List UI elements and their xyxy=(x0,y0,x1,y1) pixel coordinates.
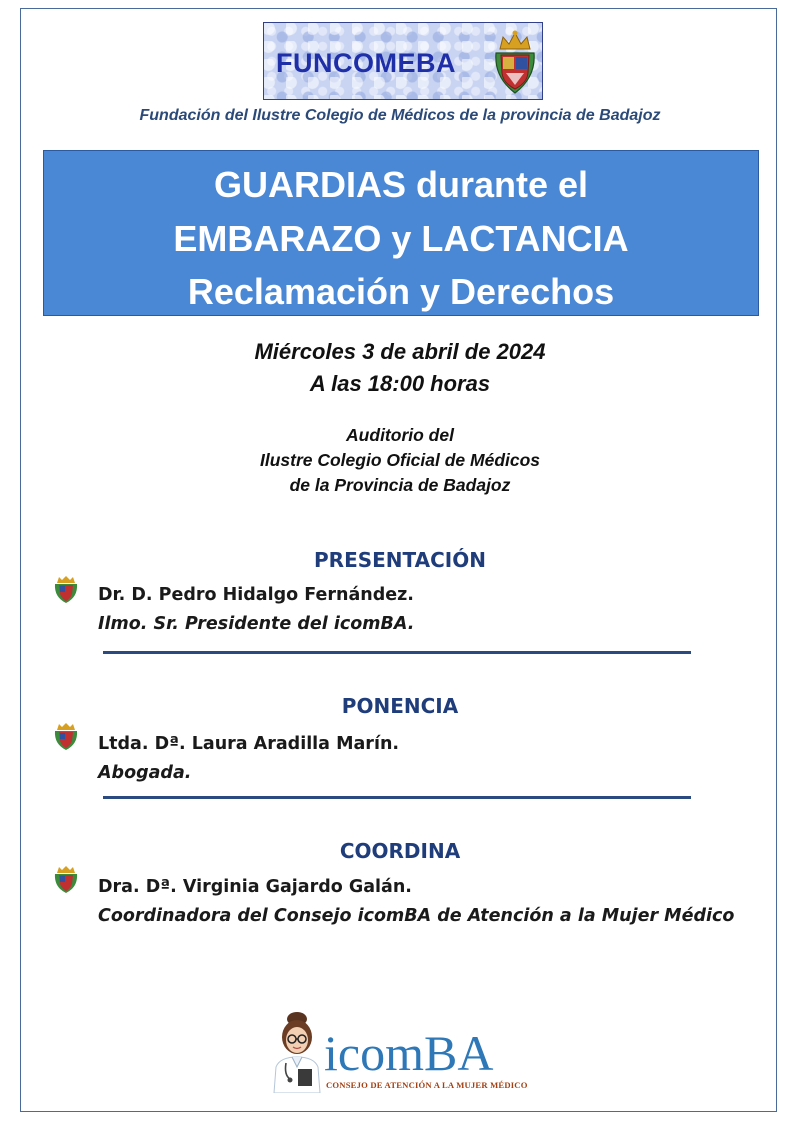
coordinator-role: Coordinadora del Consejo icomBA de Atención a la Mujer Médico xyxy=(98,906,735,926)
section-title-presentacion: PRESENTACIÓN xyxy=(314,548,486,572)
event-time: A las 18:00 horas xyxy=(309,371,491,396)
venue-line-3: de la Provincia de Badajoz xyxy=(289,475,511,495)
foundation-subtitle: Fundación del Ilustre Colegio de Médicos de la provincia de Badajoz xyxy=(139,107,661,124)
section-title-ponencia: PONENCIA xyxy=(341,694,459,718)
coat-of-arms-icon xyxy=(490,27,540,97)
crest-icon xyxy=(52,575,80,605)
title-line-1: GUARDIAS durante el xyxy=(213,164,589,205)
event-date: Miércoles 3 de abril de 2024 xyxy=(254,339,546,364)
venue-line-2: Ilustre Colegio Oficial de Médicos xyxy=(259,450,541,470)
section-title-coordina: COORDINA xyxy=(339,839,461,863)
crest-icon xyxy=(52,865,80,895)
presenter-role: Ilmo. Sr. Presidente del icomBA. xyxy=(98,614,415,634)
coordinator-name: Dra. Dª. Virginia Gajardo Galán. xyxy=(98,877,412,897)
section-divider xyxy=(103,651,691,654)
section-divider xyxy=(103,796,691,799)
venue-line-1: Auditorio del xyxy=(346,425,454,445)
icomba-tagline: CONSEJO DE ATENCIÓN A LA MUJER MÉDICO xyxy=(326,1080,528,1090)
doctor-avatar-icon xyxy=(268,1005,326,1093)
logo-text: FUNCOMEBA xyxy=(276,48,456,78)
crest-icon xyxy=(52,722,80,752)
title-line-3: Reclamación y Derechos xyxy=(187,271,615,312)
icomba-brand: icomBA xyxy=(324,1025,494,1081)
funcomeba-logo xyxy=(263,22,543,100)
presenter-name: Dr. D. Pedro Hidalgo Fernández. xyxy=(98,585,414,605)
title-line-2: EMBARAZO y LACTANCIA xyxy=(173,218,629,259)
speaker-name: Ltda. Dª. Laura Aradilla Marín. xyxy=(98,734,400,754)
title-banner xyxy=(43,150,759,316)
speaker-role: Abogada. xyxy=(98,763,192,783)
